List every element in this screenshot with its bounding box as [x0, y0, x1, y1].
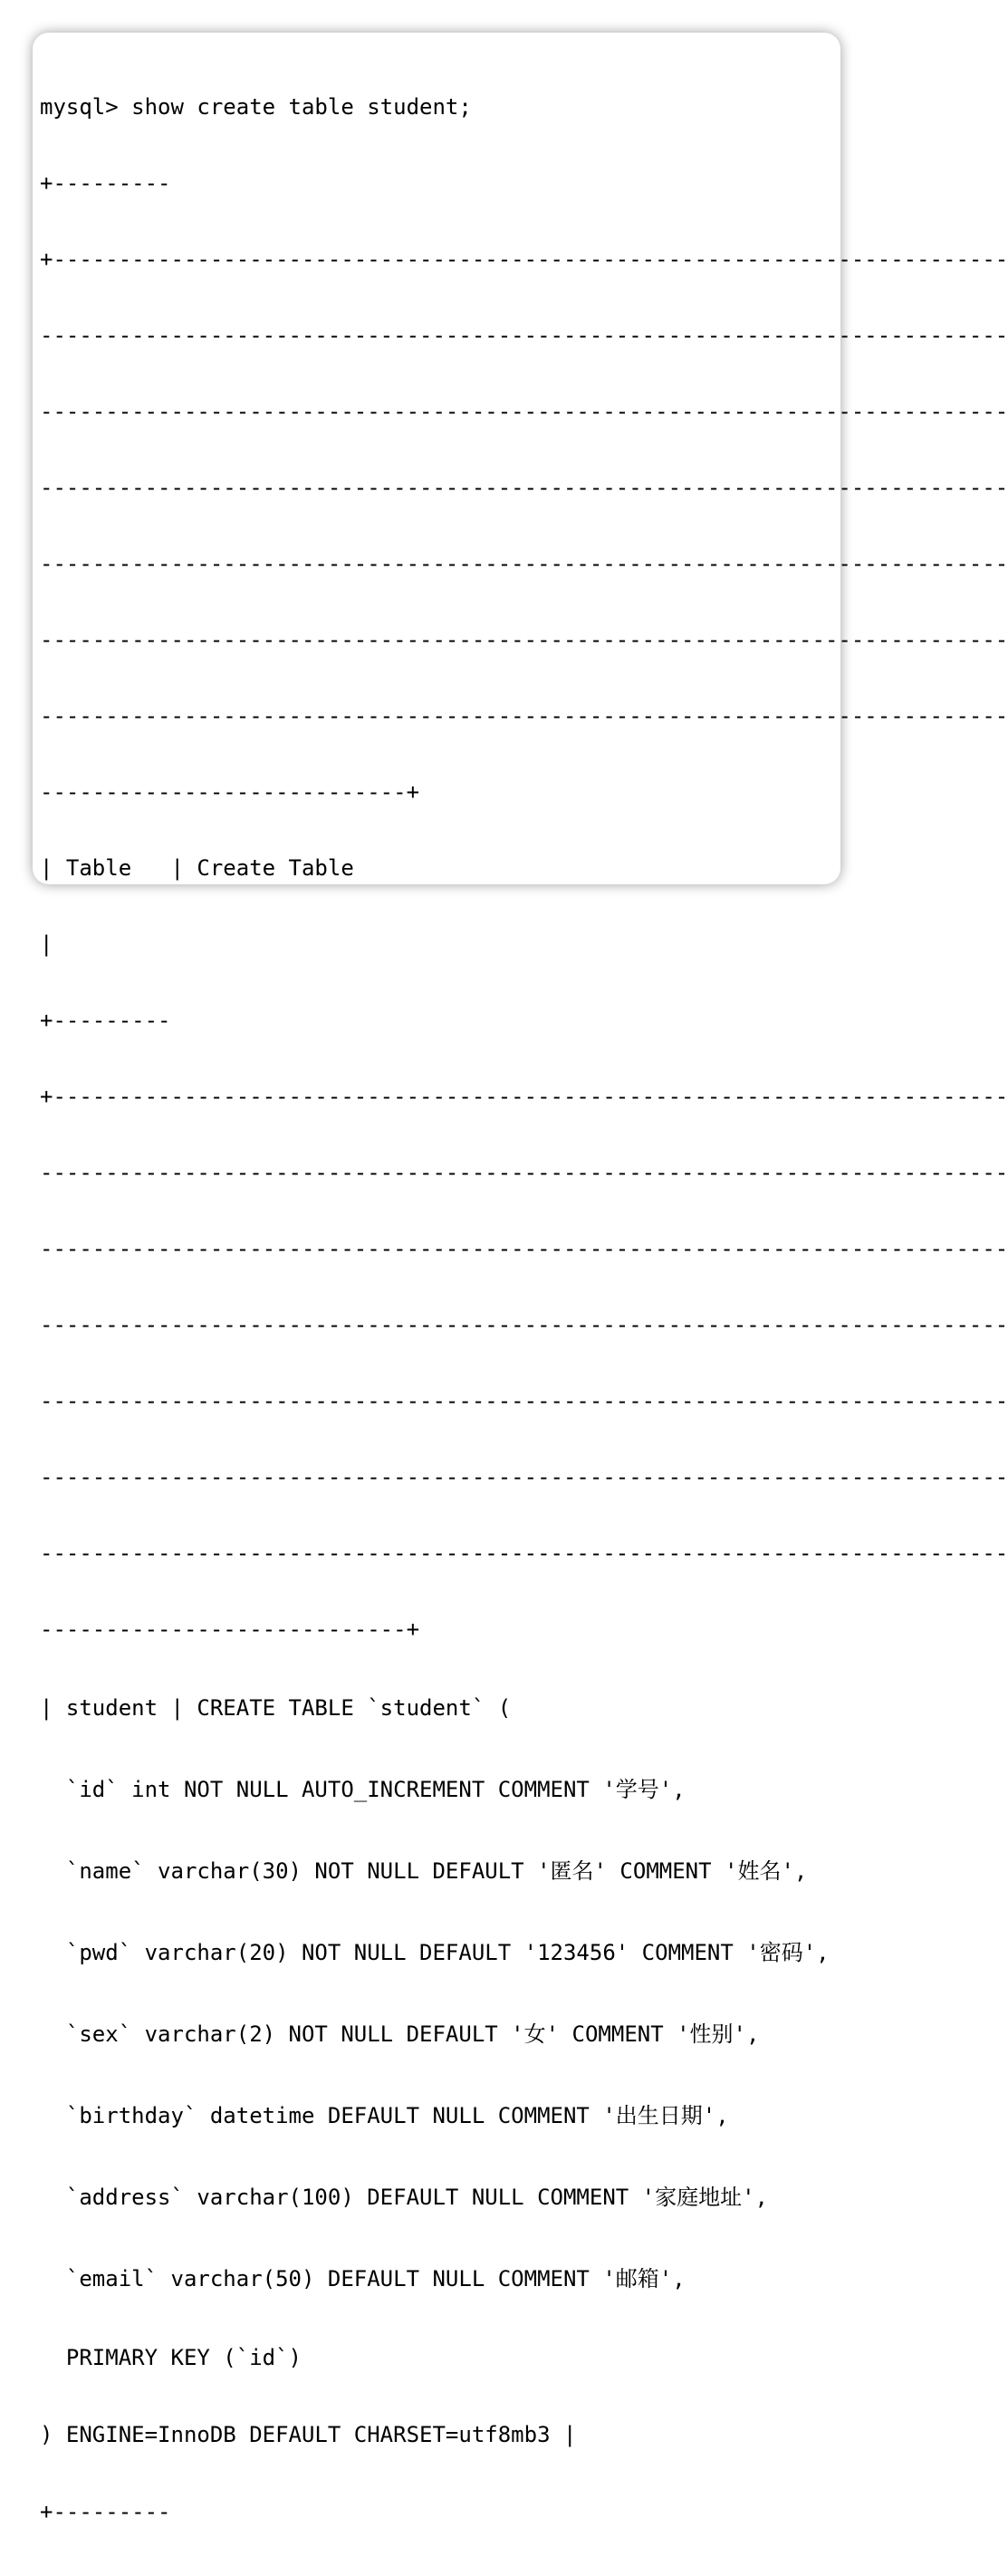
- table-border-mid-start: +-------------------------------------------------------------------------: [40, 1084, 1008, 1109]
- create-table-line: `pwd` varchar(20) NOT NULL DEFAULT '123456' COMMENT '密码',: [40, 1940, 830, 1965]
- table-border-end: ----------------------------+: [40, 779, 420, 805]
- create-table-line: ) ENGINE=InnoDB DEFAULT CHARSET=utf8mb3 |: [40, 2422, 577, 2447]
- table-border-top-start: +-------------------------------------------------------------------------: [40, 246, 1008, 272]
- table-border-mid-short: +---------: [40, 1008, 171, 1033]
- create-table-line: `address` varchar(100) DEFAULT NULL COMMENT '家庭地址',: [40, 2185, 769, 2210]
- table-border-dashes: --------------------------------------------------------------------------: [40, 1160, 1008, 1185]
- table-border-top-short: +---------: [40, 170, 171, 196]
- create-table-line: `sex` varchar(2) NOT NULL DEFAULT '女' COMMENT '性别',: [40, 2021, 760, 2047]
- create-table-line: `id` int NOT NULL AUTO_INCREMENT COMMENT '学号',: [40, 1777, 686, 1802]
- table-header-row: | Table | Create Table: [40, 855, 354, 881]
- table-border-bottom: +---------: [40, 2499, 171, 2524]
- table-border-dashes: --------------------------------------------------------------------------: [40, 627, 1008, 652]
- table-border-dashes: --------------------------------------------------------------------------: [40, 1312, 1008, 1337]
- terminal-output[interactable]: [40, 43, 1008, 2524]
- terminal-window: [33, 33, 1008, 2524]
- table-border-dashes: --------------------------------------------------------------------------: [40, 1388, 1008, 1413]
- create-table-line: `email` varchar(50) DEFAULT NULL COMMENT '邮箱',: [40, 2266, 686, 2291]
- table-border-dashes: --------------------------------------------------------------------------: [40, 475, 1008, 500]
- create-table-line: `birthday` datetime DEFAULT NULL COMMENT '出生日期',: [40, 2103, 729, 2128]
- table-border-dashes: --------------------------------------------------------------------------: [40, 399, 1008, 424]
- command-line: mysql> show create table student;: [40, 94, 472, 120]
- table-border-dashes: --------------------------------------------------------------------------: [40, 1540, 1008, 1566]
- table-border-dashes: --------------------------------------------------------------------------: [40, 551, 1008, 576]
- table-border-dashes: --------------------------------------------------------------------------: [40, 1236, 1008, 1261]
- table-border-dashes: --------------------------------------------------------------------------: [40, 703, 1008, 728]
- create-table-line: `name` varchar(30) NOT NULL DEFAULT '匿名' COMMENT '姓名',: [40, 1858, 808, 1884]
- table-border-end: ----------------------------+: [40, 1616, 420, 1642]
- table-header-continuation: |: [40, 931, 53, 957]
- create-table-line: PRIMARY KEY (`id`): [40, 2345, 302, 2370]
- table-border-dashes: --------------------------------------------------------------------------: [40, 323, 1008, 348]
- create-table-line: | student | CREATE TABLE `student` (: [40, 1695, 512, 1721]
- table-border-dashes: --------------------------------------------------------------------------: [40, 1464, 1008, 1490]
